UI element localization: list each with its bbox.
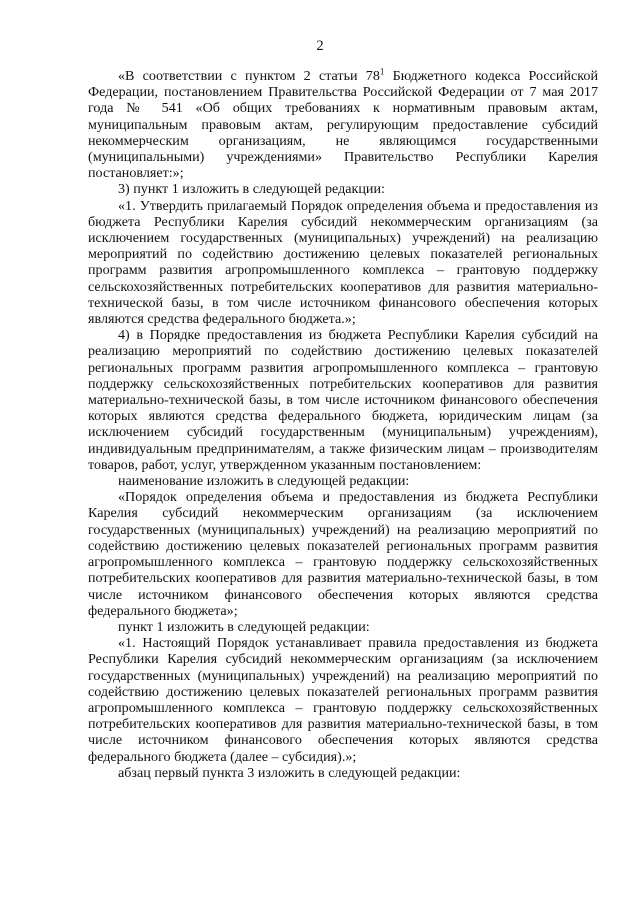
paragraph-item-3: 3) пункт 1 изложить в следующей редакции: <box>118 181 385 198</box>
paragraph-new-title: «Порядок определения объема и предоставления из бюджета Республики Карелия субсидий некоммерческим организациям (за исключением государственных (муниципальных) учреждений) на реализацию мероприятий по содействию достижению целевых показателей региональных программ развития агропромышленного комплекса – грантовую поддержку сельскохозяйственных потребительских кооперативов для развития материально-технической базы, в том числе источником финансового обеспечения которых являются средства федерального бюджета»; <box>88 489 598 619</box>
paragraph-title-change: наименование изложить в следующей редакции: <box>118 473 410 490</box>
paragraph-preamble <box>88 68 598 181</box>
paragraph-point-1-change: пункт 1 изложить в следующей редакции: <box>118 618 370 635</box>
paragraph-preamble-start: «В соответствии с пунктом 2 статьи 78 <box>118 68 380 84</box>
paragraph-item-4: 4) в Порядке предоставления из бюджета Республики Карелия субсидий на реализацию мероприятий по содействию достижению целевых показателей региональных программ развития агропромышленного комплекса – грантовую поддержку сельскохозяйственных потребительских кооперативов для развития материально-технической базы, в том числе источником финансового обеспечения которых являются средства федерального бюджета, юридическим лицам (за исключением субсидий государственным (муниципальным) учреждениям), индивидуальным предпринимателям, а также физическим лицам – производителям товаров, работ, услуг, утвержденном указанным постановлением: <box>88 327 598 473</box>
document-body <box>88 68 598 781</box>
paragraph-point-1-rules: «1. Настоящий Порядок устанавливает правила предоставления из бюджета Республики Карелия субсидий некоммерческим организациям (за исключением государственных (муниципальных) учреждений) на реализацию мероприятий по содействию достижению целевых показателей региональных программ развития агропромышленного комплекса – грантовую поддержку сельскохозяйственных потребительских кооперативов для развития материально-технической базы, в том числе источником финансового обеспечения которых являются средства федерального бюджета (далее – субсидия).»; <box>88 635 598 765</box>
paragraph-point-3-change: абзац первый пункта 3 изложить в следующей редакции: <box>118 764 461 781</box>
page-number: 2 <box>316 38 324 54</box>
article-superscript: 1 <box>379 66 385 77</box>
paragraph-preamble-end: Бюджетного кодекса Российской Федерации, постановлением Правительства Российской Федерации от 7 мая 2017 года № 541 «Об общих требованиях к нормативным правовым актам, муниципальным правовым актам, регулирующим предоставление субсидий некоммерческим организациям, не являющимся государственными (муниципальными) учреждениями» Правительство Республики Карелия постановляет:»; <box>88 68 598 182</box>
paragraph-point-1-new-text: «1. Утвердить прилагаемый Порядок определения объема и предоставления из бюджета Республики Карелия субсидий некоммерческим организациям (за исключением государственных (муниципальных) учреждений) на реализацию мероприятий по содействию достижению целевых показателей региональных программ развития агропромышленного комплекса – грантовую поддержку сельскохозяйственных потребительских кооперативов для развития материально-технической базы, в том числе источником финансового обеспечения которых являются средства федерального бюджета.»; <box>88 197 598 328</box>
